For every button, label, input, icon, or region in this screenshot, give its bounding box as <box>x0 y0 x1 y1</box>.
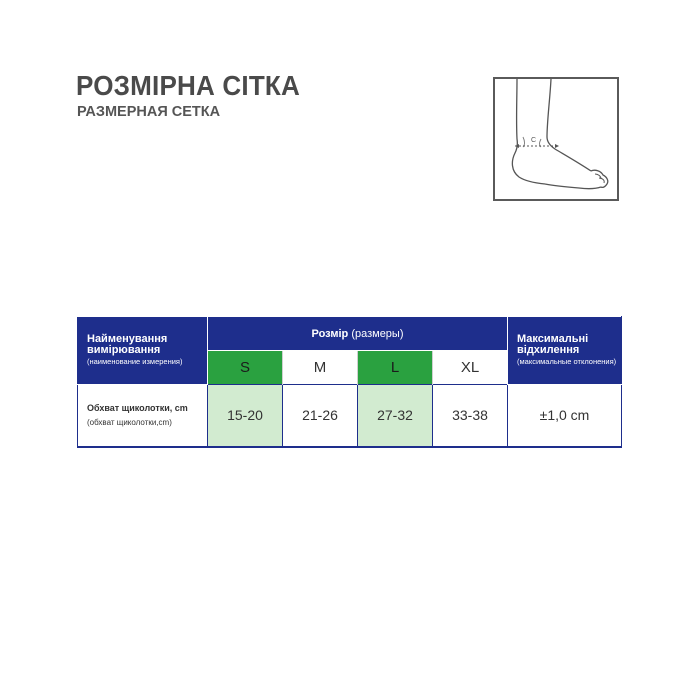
page-title: РОЗМІРНА СІТКА <box>76 70 300 101</box>
measurement-name: Обхват щиколотки, cm <box>87 403 188 414</box>
measurement-header <box>78 317 208 385</box>
page-subtitle: РАЗМЕРНАЯ СЕТКА <box>77 104 221 120</box>
measurement-name-sub: (обхват щиколотки,cm) <box>87 418 172 428</box>
value-l: 27-32 <box>358 385 433 447</box>
table-header-row <box>78 317 622 351</box>
size-table <box>77 316 622 448</box>
size-l: L <box>358 351 433 385</box>
value-xl: 33-38 <box>433 385 508 447</box>
ankle-foot-icon <box>495 79 617 199</box>
value-m: 21-26 <box>283 385 358 447</box>
measure-mark: C <box>531 137 537 144</box>
measurement-header-sub: (наименование измерения) <box>87 357 183 366</box>
tolerance-value: ±1,0 cm <box>508 385 622 447</box>
measurement-name-cell <box>78 385 208 447</box>
size-header-sub: (размеры) <box>351 327 404 340</box>
size-header <box>208 317 508 351</box>
tolerance-header <box>508 317 622 385</box>
size-m: M <box>283 351 358 385</box>
size-header-label: Розмір <box>311 327 349 340</box>
tolerance-header-sub: (максимальные отклонения) <box>517 357 617 366</box>
value-s: 15-20 <box>208 385 283 447</box>
tolerance-header-label: Максимальні відхилення <box>517 333 589 356</box>
table-row <box>78 385 622 447</box>
foot-illustration-box <box>493 77 619 201</box>
size-s: S <box>208 351 283 385</box>
measurement-header-label: Найменування вимірювання <box>87 333 168 356</box>
size-xl: XL <box>433 351 508 385</box>
